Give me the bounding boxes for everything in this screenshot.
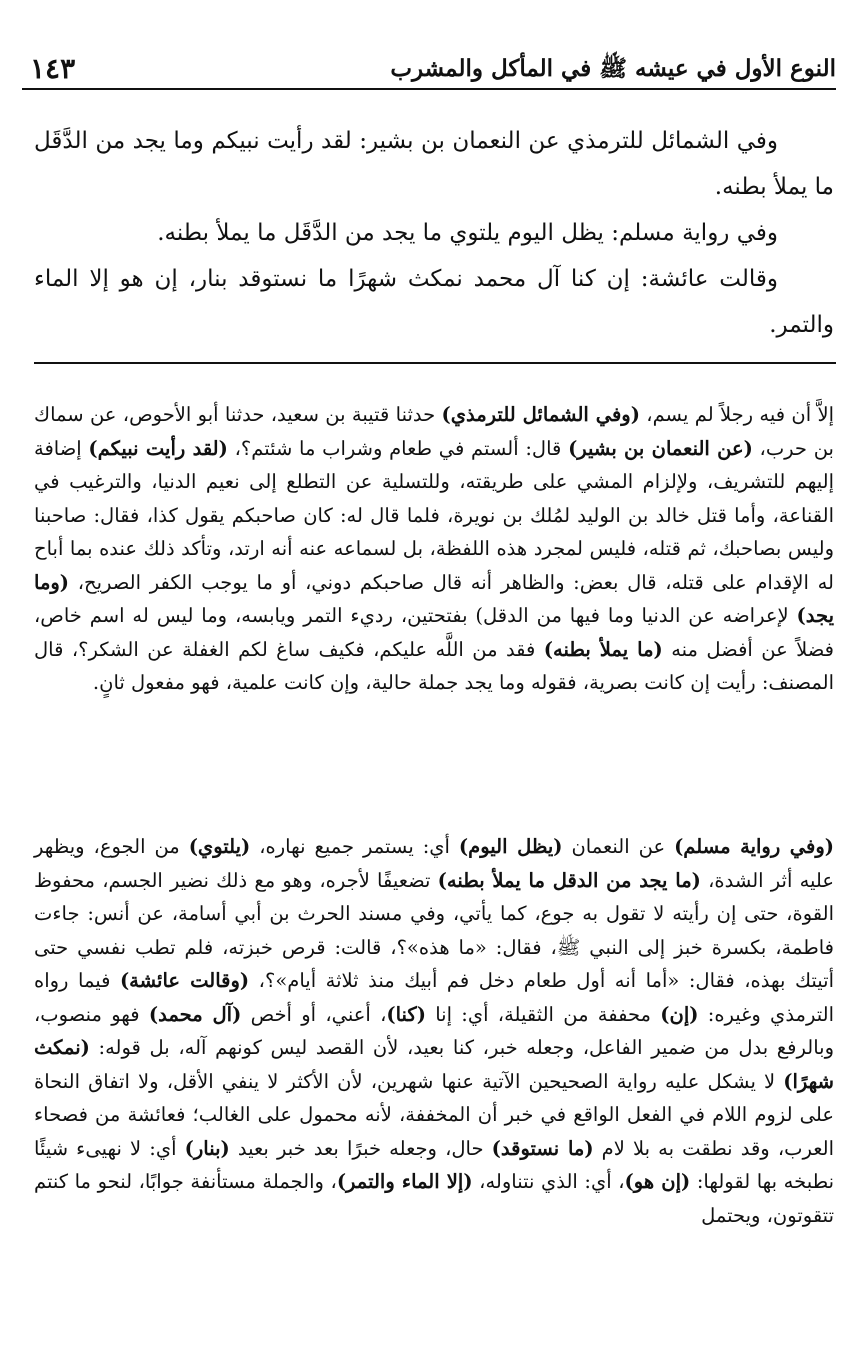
commentary-text: حدثنا قتيبة بن سعيد، حدثنا أبو الأحوص، عن سماك بن حرب،	[34, 403, 834, 460]
quoted-phrase: (ما نستوقد)	[491, 1136, 594, 1160]
commentary-text: فيما رواه الترمذي وغيره:	[34, 969, 835, 1026]
commentary-text: إلاَّ أن فيه رجلاً لم يسم،	[639, 403, 835, 426]
commentary-text: ، والجملة مستأنفة جوابًا، لنحو ما كنتم تتقوتون، ويحتمل	[34, 1170, 834, 1227]
quoted-phrase: (إلا الماء والتمر)	[336, 1170, 473, 1193]
main-paragraph: وفي رواية مسلم: يظل اليوم يلتوي ما يجد من الدَّقَل ما يملأ بطنه.	[157, 220, 778, 246]
commentary-text: أي: لا نهيىء شيئًا نطبخه بها لقولها:	[34, 1136, 834, 1193]
section-divider	[34, 362, 836, 364]
commentary-paragraph	[34, 830, 834, 1232]
commentary-text: أي: يستمر جميع نهاره،	[250, 835, 459, 858]
quoted-phrase: (آل محمد)	[148, 1002, 242, 1026]
commentary-text: تضعيفًا لأجره، وهو مع ذلك نضير الجسم، محفوظ القوة، حتى إن رأيته لا تقول به جوع، كما يأتي، وفي مسند الحرث بن أبي أسامة، عن أنس: جاءت فاطمة، بكسرة خبز إلى النبي ﷺ، فقال: «ما هذه»؟، قالت: قرص خبزته، فلم تطب نفسي حتى أتيتك بهذه، فقال: «أما أنه أول طعام دخل فم أبيك منذ ثلاثة أيام»؟،	[34, 868, 834, 992]
quoted-phrase: (عن النعمان بن بشير)	[568, 436, 753, 460]
quoted-phrase: (يلتوي)	[188, 835, 251, 858]
quoted-phrase: (نمكث شهرًا)	[34, 1036, 834, 1093]
quoted-phrase: (لقد رأيت نبيكم)	[88, 436, 228, 460]
commentary-text: عن النعمان	[562, 835, 675, 858]
quoted-phrase: (وما يجد)	[34, 570, 834, 627]
commentary-text: لا يشكل عليه رواية الصحيحين الآتية عنها شهرين، لأن الأكثر لا ينفي الأقل، ولا اتفاق النحاة على لزوم اللام في الفعل الواقع في خبر أن المخففة، لأنه محمول على الغالب؛ فعائشة من فصحاء العرب، وقد نطقت به بلا لام	[34, 1069, 834, 1160]
quoted-phrase: (إن)	[660, 1002, 699, 1026]
quoted-phrase: (كنا)	[386, 1002, 426, 1026]
quoted-phrase: (وقالت عائشة)	[119, 969, 250, 992]
quoted-phrase: (وفي رواية مسلم)	[674, 835, 835, 858]
commentary-text: قال: ألستم في طعام وشراب ما شئتم؟،	[227, 436, 569, 460]
commentary-block	[34, 398, 834, 700]
commentary-text: ، أي: الذي نتناوله،	[472, 1170, 625, 1193]
commentary-text: لإعراضه عن الدنيا وما فيها من الدقل) بفتحتين، رديء التمر ويابسه، وما ليس له اسم خاص، فضلاً عن أفضل منه	[34, 604, 835, 661]
page-number: ١٤٣	[30, 52, 76, 85]
commentary-text: حال، وجعله خبرًا بعد خبر بعيد	[229, 1136, 492, 1160]
commentary-text: فهو منصوب، وبالرفع بدل من ضمير الفاعل، وجعله خبر، كنا بعيد، لأن القصد ليس كونهم آله، بل قوله:	[34, 1002, 834, 1059]
commentary-text: فقد من اللَّه عليكم، فكيف ساغ لكم الغفلة عن الشكر؟، قال المصنف: رأيت إن كانت بصرية، فقوله وما يجد جملة حالية، وإن كانت علمية، فهو مفعول ثانٍ.	[34, 637, 834, 694]
commentary-text: ، أعني، أو أخص	[241, 1002, 387, 1026]
main-paragraph: وقالت عائشة: إن كنا آل محمد نمكث شهرًا ما نستوقد بنار، إن هو إلا الماء والتمر.	[34, 266, 834, 338]
quoted-phrase: (ما يملأ بطنه)	[543, 637, 663, 661]
running-title: النوع الأول في عيشه ﷺ في المأكل والمشرب	[390, 55, 836, 82]
quoted-phrase: (إن هو)	[624, 1170, 691, 1193]
main-paragraph: وفي الشمائل للترمذي عن النعمان بن بشير: لقد رأيت نبيكم وما يجد من الدَّقَل ما يملأ بطنه.	[34, 128, 834, 200]
commentary-block	[34, 830, 834, 1232]
page-header	[22, 52, 836, 90]
quoted-phrase: (بنار)	[184, 1136, 230, 1160]
quoted-phrase: (يظل اليوم)	[458, 835, 563, 858]
main-text	[34, 118, 834, 348]
commentary-paragraph	[34, 398, 834, 700]
commentary-text: إضافة إليهم للتشريف، ولإلزام المشي على طريقته، وللتسلية عن التطلع إلى نعيم الدنيا، والترغيب في القناعة، وأما قتل خالد بن الوليد لمُلك بن نويرة، فلما قال له: كان صاحبكم يقول كذا، فقال: صاحبنا وليس بصاحبك، ثم قتله، فليس لمجرد هذه اللفظة، بل لسماعه عنه أنه ارتد، وتأكد ذلك عنده بما أباح له الإقدام على قتله، قال بعض: والظاهر أنه قال صاحبكم دوني، أو ما يوجب الكفر الصريح،	[34, 436, 834, 594]
quoted-phrase: (ما يجد من الدقل ما يملأ بطنه)	[437, 868, 701, 892]
commentary-text: من الجوع، ويظهر عليه أثر الشدة،	[34, 835, 834, 892]
commentary-text: محففة من الثقيلة، أي: إنا	[425, 1002, 661, 1026]
quoted-phrase: (وفي الشمائل للترمذي)	[441, 403, 640, 426]
